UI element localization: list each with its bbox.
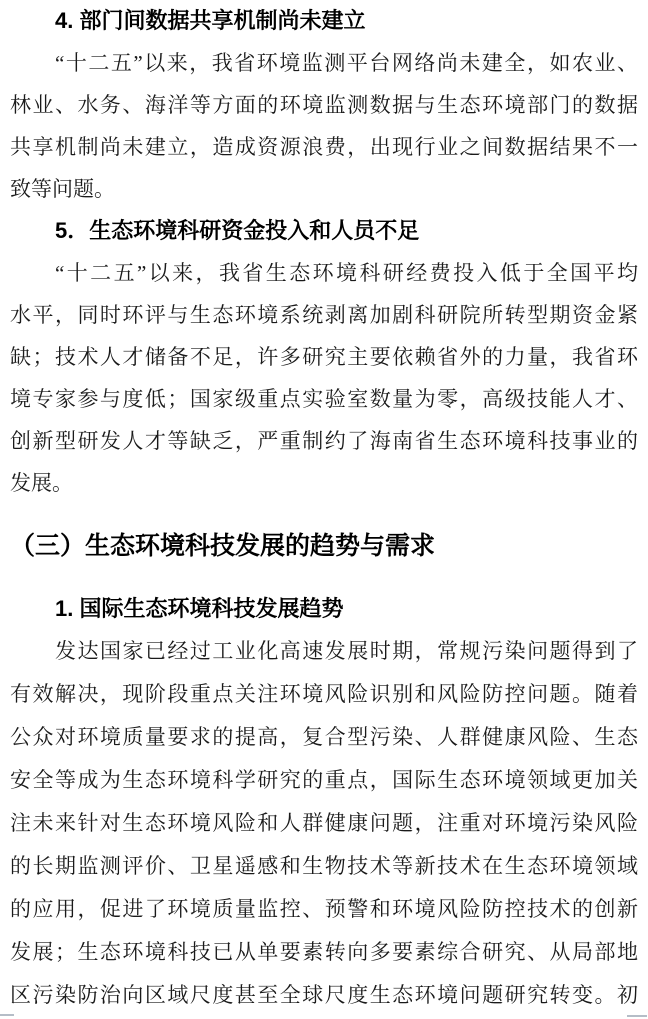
paragraph-data-sharing bbox=[10, 42, 638, 210]
page-edge-artifact-left bbox=[0, 1014, 14, 1016]
text-line: 共享机制尚未建立，造成资源浪费，出现行业之间数据结果不一 bbox=[10, 135, 638, 159]
text-line: 水平，同时环评与生态环境系统剥离加剧科研院所转型期资金紧 bbox=[10, 303, 638, 327]
text-line: 致等问题。 bbox=[10, 177, 115, 201]
text-line: 境专家参与度低；国家级重点实验室数量为零，高级技能人才、 bbox=[10, 387, 638, 411]
heading-item-5: 5．生态环境科研资金投入和人员不足 bbox=[55, 218, 420, 243]
text-line: 发展。 bbox=[10, 471, 73, 495]
heading-item-1-international: 1. 国际生态环境科技发展趋势 bbox=[55, 596, 344, 621]
heading-item-4: 4. 部门间数据共享机制尚未建立 bbox=[55, 8, 366, 33]
section-heading-three: （三）生态环境科技发展的趋势与需求 bbox=[10, 532, 436, 560]
text-line: 的长期监测评价、卫星遥感和生物技术等新技术在生态环境领域 bbox=[10, 854, 638, 878]
page-edge-artifact-right bbox=[627, 1015, 647, 1017]
text-line: 缺；技术人才储备不足，许多研究主要依赖省外的力量，我省环 bbox=[10, 345, 638, 369]
text-line: 的应用，促进了环境质量监控、预警和环境风险防控技术的创新 bbox=[10, 897, 638, 921]
text-line: 安全等成为生态环境科学研究的重点，国际生态环境领域更加关 bbox=[10, 768, 638, 792]
text-line: 区污染防治向区域尺度甚至全球尺度生态环境问题研究转变。初 bbox=[10, 983, 638, 1007]
text-line: 发展；生态环境科技已从单要素转向多要素综合研究、从局部地 bbox=[10, 940, 638, 964]
text-line: 注未来针对生态环境风险和人群健康问题，注重对环境污染风险 bbox=[10, 811, 638, 835]
paragraph-international-trends bbox=[10, 630, 638, 1017]
text-line: 公众对环境质量要求的提高，复合型污染、人群健康风险、生态 bbox=[10, 725, 638, 749]
text-line: 林业、水务、海洋等方面的环境监测数据与生态环境部门的数据 bbox=[10, 93, 638, 117]
text-line: “十二五”以来，我省环境监测平台网络尚未建全，如农业、 bbox=[55, 51, 638, 75]
text-line: 创新型研发人才等缺乏，严重制约了海南省生态环境科技事业的 bbox=[10, 429, 638, 453]
text-line: 发达国家已经过工业化高速发展时期，常规污染问题得到了 bbox=[55, 639, 638, 663]
text-line: 有效解决，现阶段重点关注环境风险识别和风险防控问题。随着 bbox=[10, 682, 638, 706]
text-line: “十二五”以来，我省生态环境科研经费投入低于全国平均 bbox=[55, 261, 638, 285]
paragraph-funding-personnel bbox=[10, 252, 638, 504]
